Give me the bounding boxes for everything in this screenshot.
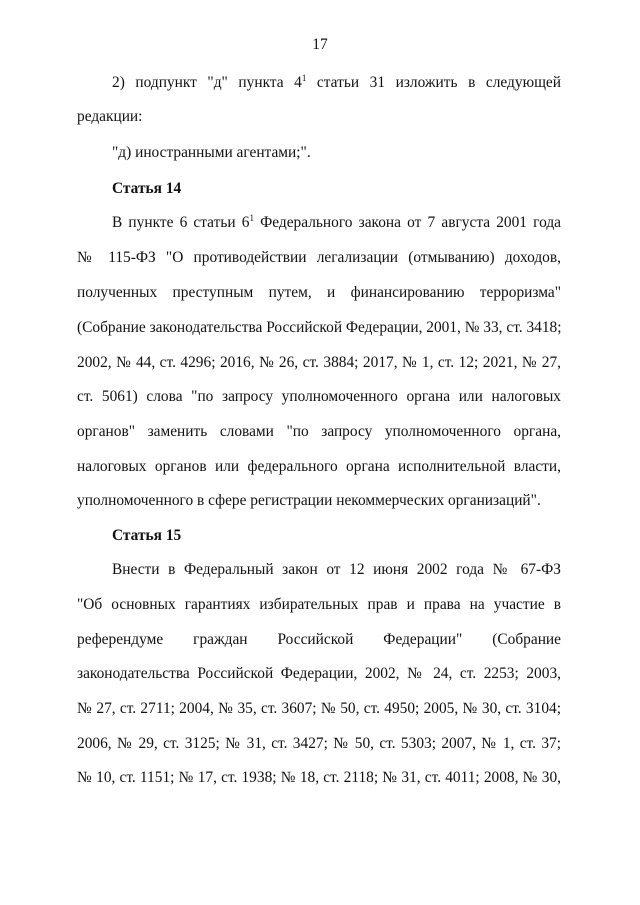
paragraph-line: референдуме граждан Российской Федерации" (Собрание — [77, 631, 561, 648]
paragraph-line: "Об основных гарантиях избирательных прав и права на участие в — [77, 596, 561, 613]
paragraph-line: № 27, ст. 2711; 2004, № 35, ст. 3607; № 50, ст. 4950; 2005, № 30, ст. 3104; — [77, 700, 561, 717]
paragraph-line: налоговых органов или федерального органа исполнительной власти, — [77, 458, 561, 475]
paragraph-line: "д) иностранными агентами;". — [112, 144, 311, 161]
paragraph-line: полученных преступным путем, и финансированию терроризма" — [77, 284, 561, 301]
paragraph-line: (Собрание законодательства Российской Федерации, 2001, № 33, ст. 3418; — [77, 319, 562, 336]
paragraph-line: В пункте 6 статьи $6^1$ Федерального закона от 7 августа 2001 года — [112, 213, 561, 231]
paragraph-line: ст. 5061) слова "по запросу уполномоченного органа или налоговых — [77, 388, 561, 405]
paragraph-line: № 10, ст. 1151; № 17, ст. 1938; № 18, ст. 2118; № 31, ст. 4011; 2008, № 30, — [77, 769, 561, 786]
paragraph-line: 2002, № 44, ст. 4296; 2016, № 26, ст. 3884; 2017, № 1, ст. 12; 2021, № 27, — [77, 354, 561, 371]
paragraph-line: законодательства Российской Федерации, 2002, № 24, ст. 2253; 2003, — [77, 665, 561, 682]
paragraph-line: 2006, № 29, ст. 3125; № 31, ст. 3427; № 50, ст. 5303; 2007, № 1, ст. 37; — [77, 735, 561, 752]
article-heading: Статья 15 — [112, 527, 182, 544]
article-heading: Статья 14 — [112, 180, 182, 197]
paragraph-line: органов" заменить словами "по запросу уполномоченного органа, — [77, 423, 561, 440]
paragraph-line: уполномоченного в сфере регистрации некоммерческих организаций". — [77, 492, 541, 509]
page-number: 17 — [312, 36, 328, 53]
paragraph-line: редакции: — [77, 108, 143, 125]
paragraph-line: № 115-ФЗ "О противодействии легализации (отмыванию) доходов, — [77, 249, 561, 266]
paragraph-line: 2) подпункт "д" пункта $4^1$ статьи 31 изложить в следующей — [112, 73, 562, 91]
paragraph-line: Внести в Федеральный закон от 12 июня 2002 года № 67-ФЗ — [112, 561, 561, 578]
